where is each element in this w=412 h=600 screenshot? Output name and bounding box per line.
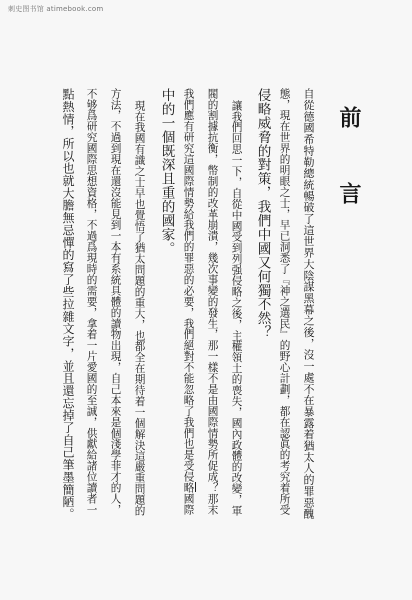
- text-column-4: 讓我們回思一下，自從中國受到列强侵略之後，主權領土的喪失，國內政體的改變，軍: [230, 100, 243, 517]
- text-column-2: 態，現在世界的明眼之士，早已洞悉了『神之選民』的野心計劃，都在認眞的考究着所受: [278, 88, 291, 516]
- text-column-10: 不够爲研究國際思想資格，不過爲現時的需要，拿着一片愛國的至誠，供獻給諸位讀者一: [85, 88, 98, 516]
- text-column-7: 中的一個既深且重的國家。: [158, 88, 175, 256]
- text-column-3: 侵略威脅的對策，我們中國又何獨不然？: [254, 88, 271, 340]
- text-column-8: 現在我國有識之士早也覺悟了猶太問題的重大，也都全在期待着一個解決這嚴重問題的: [133, 100, 146, 517]
- watermark: 刺史图书馆 atimebook.com: [8, 5, 104, 13]
- text-column-11: 點熱情，所以也就大膽無忌憚的寫了些拉雜文字，並且還忘掉了自己筆墨簡陋。: [61, 88, 75, 521]
- text-column-6: 我們應有研究這國際情勢給我們的罪惡的必要，我們絕對不能忽略了我們也是受侵略國際: [182, 88, 195, 516]
- text-column-9: 方法，不過到現在還沒能見到一本有系統具體的讀物出現，自己本來是個淺學菲才的人，: [109, 88, 122, 516]
- text-column-5: 閥的割據抗衡，幣制的改革崩潰，幾次事變的發生，那一樣不是由國際情勢所促成？那末: [206, 88, 219, 516]
- page-title: 前 言: [336, 106, 362, 218]
- page-number: [195, 482, 196, 492]
- text-column-1: 自從德國希特勒總統暢破了這世界大陰謀黑幕之後，沒一處不在暴露着猶太人的罪惡醜: [302, 88, 315, 520]
